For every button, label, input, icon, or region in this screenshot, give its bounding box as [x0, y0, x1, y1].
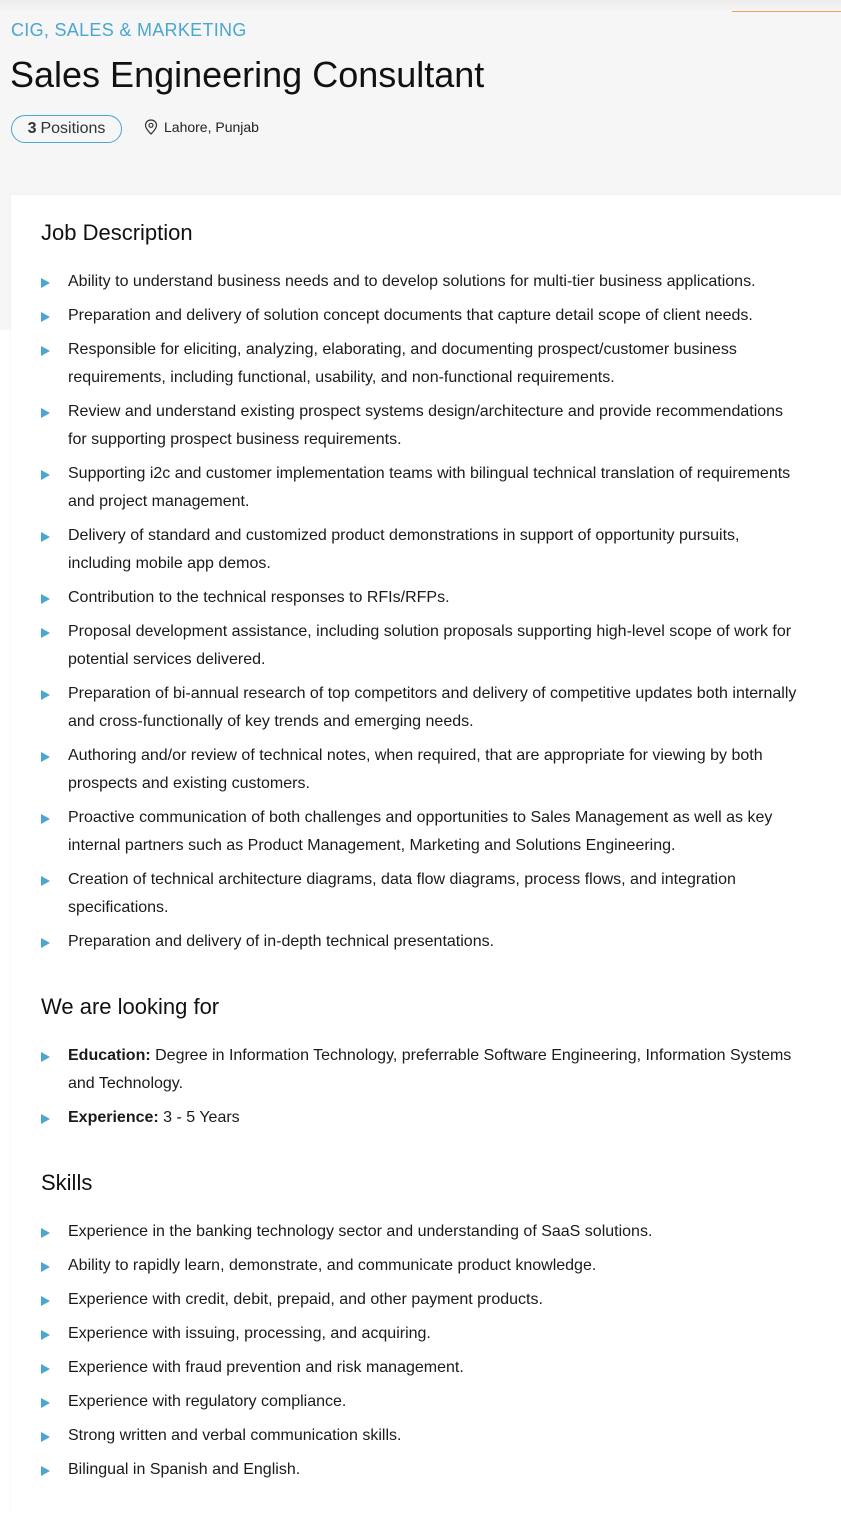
positions-badge — [11, 115, 122, 143]
bullet-arrow-icon — [41, 1262, 50, 1272]
bullet-arrow-icon — [41, 628, 50, 638]
job-description-item — [40, 268, 800, 296]
top-nav-shadow — [0, 0, 841, 12]
skill-item — [40, 1456, 800, 1484]
bullet-arrow-icon — [41, 1228, 50, 1238]
list-item-text: Experience with credit, debit, prepaid, and other payment products. — [68, 1291, 543, 1308]
nav-accent-line — [732, 11, 841, 12]
list-item-text: Experience with regulatory compliance. — [68, 1393, 347, 1410]
list-item-text: Strong written and verbal communication skills. — [68, 1427, 402, 1444]
bullet-arrow-icon — [41, 312, 50, 322]
job-description-item — [40, 928, 800, 956]
skills-heading: Skills — [41, 1170, 93, 1195]
map-pin-icon — [144, 119, 158, 135]
skill-item — [40, 1286, 800, 1314]
job-description-item — [40, 460, 800, 516]
job-description-item — [40, 302, 800, 330]
list-item-text: Proactive communication of both challenges and opportunities to Sales Management as well as key internal partners such as Product Management, Marketing and Solutions Engineering. — [68, 809, 773, 854]
job-description-heading: Job Description — [41, 220, 193, 245]
skill-item — [40, 1218, 800, 1246]
job-description-item — [40, 680, 800, 736]
list-item-text: Experience with issuing, processing, and acquiring. — [68, 1325, 431, 1342]
list-item-text: Preparation and delivery of solution concept documents that capture detail scope of client needs. — [68, 307, 753, 324]
requirement-item — [40, 1042, 800, 1098]
job-description-item — [40, 866, 800, 922]
bullet-arrow-icon — [41, 752, 50, 762]
job-description-item — [40, 336, 800, 392]
bullet-arrow-icon — [41, 690, 50, 700]
list-item-text: Bilingual in Spanish and English. — [68, 1461, 301, 1478]
bullet-arrow-icon — [41, 1432, 50, 1442]
positions-label: Positions — [40, 120, 106, 137]
job-location — [144, 119, 259, 135]
skill-item — [40, 1388, 800, 1416]
job-category: CIG, SALES & MARKETING — [11, 20, 247, 40]
list-item-text: Authoring and/or review of technical notes, when required, that are appropriate for viewing by both prospects and existing customers. — [68, 747, 763, 792]
bullet-arrow-icon — [41, 1364, 50, 1374]
list-item-text: Preparation and delivery of in-depth technical presentations. — [68, 933, 495, 950]
looking-for-list — [40, 1042, 800, 1138]
skills-list — [40, 1218, 800, 1490]
list-item-label: Experience: — [68, 1109, 159, 1126]
job-description-item — [40, 618, 800, 674]
bullet-arrow-icon — [41, 1330, 50, 1340]
list-item-text: Experience with fraud prevention and risk management. — [68, 1359, 464, 1376]
list-item-text: Delivery of standard and customized product demonstrations in support of opportunity pursuits, including mobile app demos. — [68, 527, 740, 572]
list-item-text: Supporting i2c and customer implementation teams with bilingual technical translation of requirements and project management. — [68, 465, 791, 510]
requirement-item — [40, 1104, 800, 1132]
bullet-arrow-icon — [41, 1052, 50, 1062]
skill-item — [40, 1422, 800, 1450]
list-item-text: Experience in the banking technology sector and understanding of SaaS solutions. — [68, 1223, 653, 1240]
bullet-arrow-icon — [41, 408, 50, 418]
list-item-text: Ability to rapidly learn, demonstrate, and communicate product knowledge. — [68, 1257, 597, 1274]
list-item-text: Creation of technical architecture diagrams, data flow diagrams, process flows, and integration specifications. — [68, 871, 736, 916]
list-item-label: Education: — [68, 1047, 151, 1064]
list-item-text: 3 - 5 Years — [158, 1109, 240, 1126]
job-description-list — [40, 268, 800, 962]
skill-item — [40, 1354, 800, 1382]
list-item-text: Degree in Information Technology, preferrable Software Engineering, Information Systems and Technology. — [68, 1047, 792, 1092]
bullet-arrow-icon — [41, 1466, 50, 1476]
skill-item — [40, 1320, 800, 1348]
bullet-arrow-icon — [41, 938, 50, 948]
bullet-arrow-icon — [41, 876, 50, 886]
bullet-arrow-icon — [41, 532, 50, 542]
bullet-arrow-icon — [41, 1398, 50, 1408]
bullet-arrow-icon — [41, 346, 50, 356]
job-description-item — [40, 398, 800, 454]
looking-for-heading: We are looking for — [41, 994, 220, 1019]
list-item-text: Preparation of bi-annual research of top competitors and delivery of competitive updates both internally and cross-functionally of key trends and emerging needs. — [68, 685, 797, 730]
bullet-arrow-icon — [41, 594, 50, 604]
bullet-arrow-icon — [41, 470, 50, 480]
list-item-text: Responsible for eliciting, analyzing, elaborating, and documenting prospect/customer business requirements, including functional, usability, and non-functional requirements. — [68, 341, 737, 386]
location-text: Lahore, Punjab — [164, 119, 259, 135]
job-description-item — [40, 804, 800, 860]
positions-count: 3 — [27, 120, 37, 137]
list-item-text: Contribution to the technical responses to RFIs/RFPs. — [68, 589, 450, 606]
job-description-item — [40, 584, 800, 612]
bullet-arrow-icon — [41, 814, 50, 824]
bullet-arrow-icon — [41, 1114, 50, 1124]
page-title: Sales Engineering Consultant — [10, 54, 485, 95]
skill-item — [40, 1252, 800, 1280]
list-item-text: Ability to understand business needs and to develop solutions for multi-tier business applications. — [68, 273, 756, 290]
list-item-text: Review and understand existing prospect systems design/architecture and provide recommendations for supporting prospect business requirements. — [68, 403, 784, 448]
job-description-item — [40, 742, 800, 798]
list-item-text: Proposal development assistance, including solution proposals supporting high-level scope of work for potential services delivered. — [68, 623, 792, 668]
bullet-arrow-icon — [41, 278, 50, 288]
bullet-arrow-icon — [41, 1296, 50, 1306]
job-description-item — [40, 522, 800, 578]
